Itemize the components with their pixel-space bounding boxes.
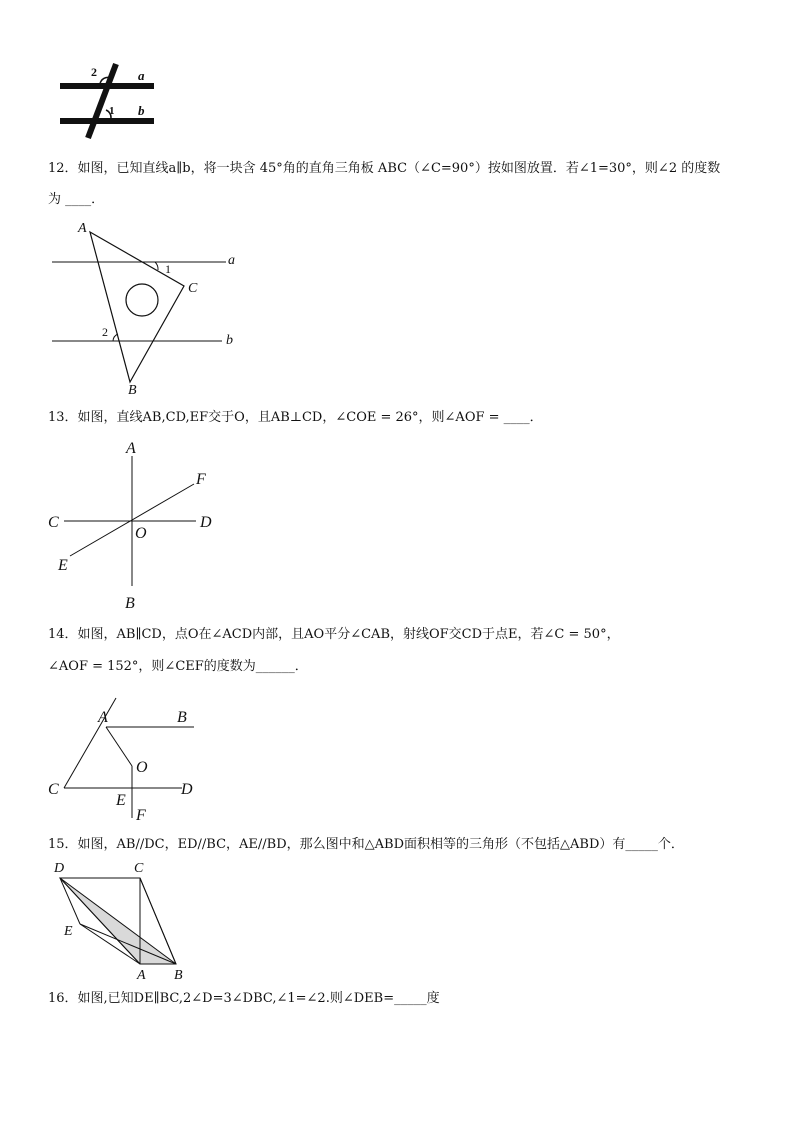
q13-label-C: C [48, 514, 59, 531]
q14-label-F: F [136, 807, 146, 824]
q13-label-D: D [200, 514, 212, 531]
q11-label-1: 1 [109, 105, 115, 117]
q11-label-b: b [138, 103, 145, 118]
q15-label-D: D [54, 861, 65, 876]
q12-figure [48, 218, 248, 398]
q13-label-E: E [58, 557, 68, 574]
q14-label-O: O [136, 759, 148, 776]
q11-label-a: a [138, 68, 145, 83]
q13-label-O: O [135, 525, 147, 542]
q12-line2: 为 ____． [48, 192, 105, 207]
q12-label-b: b [226, 333, 233, 348]
q15-label-A: A [137, 968, 146, 983]
q13-label-A: A [126, 440, 136, 457]
q13-figure [46, 440, 226, 610]
q12-line1: 12．如图，已知直线a∥b，将一块含 45°角的直角三角板 ABC（∠C=90°）按如图放置．若∠1=30°，则∠2 的度数 [48, 161, 721, 176]
q13-label-B: B [125, 595, 135, 612]
q12-label-2: 2 [102, 325, 108, 339]
q15-label-E: E [64, 924, 73, 939]
q11-label-2: 2 [91, 65, 97, 79]
q14-label-E: E [116, 792, 126, 809]
q14-line2: ∠AOF = 152°，则∠CEF的度数为______． [48, 659, 308, 674]
q12-label-C: C [188, 281, 198, 296]
q13-text: 13．如图，直线AB,CD,EF交于O，且AB⊥CD，∠COE = 26°，则∠AOF = ____． [48, 410, 543, 425]
q15-figure [50, 858, 210, 983]
q12-label-1: 1 [165, 262, 171, 276]
q15-label-C: C [134, 861, 144, 876]
q12-label-B: B [128, 383, 137, 398]
q14-figure [46, 696, 216, 826]
q14-label-D: D [181, 781, 193, 798]
q15-text: 15．如图，AB//DC，ED//BC，AE//BD，那么图中和△ABD面积相等的三角形（不包括△ABD）有_____个． [48, 837, 684, 852]
q11-figure [58, 60, 178, 140]
q14-label-B: B [177, 709, 187, 726]
q12-label-A: A [78, 221, 87, 236]
q12-label-a: a [228, 253, 235, 268]
q16-text: 16．如图,已知DE∥BC,2∠D=3∠DBC,∠1=∠2.则∠DEB=_____度 [48, 991, 440, 1006]
q14-line1: 14．如图，AB∥CD，点O在∠ACD内部，且AO平分∠CAB，射线OF交CD于点E，若∠C = 50°， [48, 627, 620, 642]
q14-label-C: C [48, 781, 59, 798]
q15-label-B: B [174, 968, 183, 983]
q13-label-F: F [196, 471, 206, 488]
q14-label-A: A [98, 709, 108, 726]
